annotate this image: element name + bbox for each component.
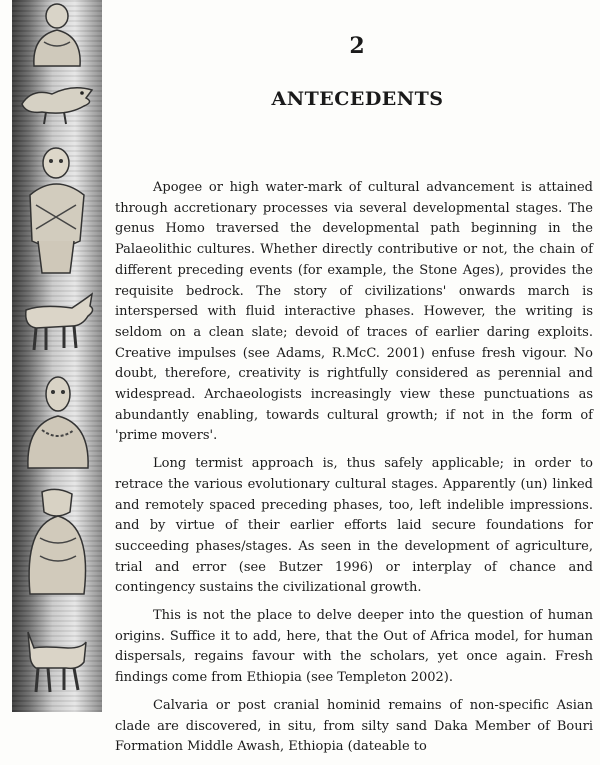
mother-goddess-figurine-icon <box>12 486 102 596</box>
chapter-title: ANTECEDENTS <box>271 88 444 110</box>
paragraph-3: This is not the place to delve deeper into the question of human origins. Suffice it to add, here, that the Out of Africa model, for human dispersals, regains favour with the scholars, yet once again. Fresh findings come from Ethiopia (see Templeton 2002). <box>115 608 593 686</box>
standing-figurine-icon <box>12 145 102 275</box>
bust-figurine-2-icon <box>12 372 102 472</box>
paragraph-2: Long termist approach is, thus safely applicable; in order to retrace the various evolutionary cultural stages. Apparently (un) linked and remotely spaced preceding phases, too, left indelible impressions. and by virtue of their earlier efforts laid secure foundations for succeeding phases/stages. As seen in the development of agriculture, trial and error (see Butzer 1996) or interplay of chance and contingency sustains the civilizational growth. <box>115 456 593 596</box>
paragraph-4: Calvaria or post cranial hominid remains of non-specific Asian clade are discovered, in situ, from silty sand Daka Member of Bouri Formation Middle Awash, Ethiopia (dateable to <box>115 697 593 755</box>
body-text <box>115 178 593 765</box>
bull-figurine-icon <box>12 286 102 356</box>
paragraph-1: Apogee or high water-mark of cultural advancement is attained through accretionary processes via several developmental stages. The genus Homo traversed the developmental path beginning in the Palaeolithic cultures. Whether directly contributive or not, the chain of different preceding events (for example, the Stone Ages), provides the requisite bedrock. The story of civilizations' onwards march is interspersed with fluid interactive phases. However, the writing is seldom on a clean slate; devoid of traces of earlier daring exploits. Creative impulses (see Adams, R.McC. 2001) enfuse fresh vigour. No doubt, therefore, creativity is rightfully considered as perennial and widespread. Archaeologists increasingly view these punctuations as abundantly enabling, towards cultural growth; if not in the form of 'prime movers'. <box>115 180 593 444</box>
chapter-number: 2 <box>349 33 365 59</box>
decorative-sidebar <box>12 0 102 712</box>
bird-figurine-icon <box>12 76 102 128</box>
animal-figurine-icon <box>12 618 102 698</box>
bust-figurine-icon <box>12 2 102 68</box>
